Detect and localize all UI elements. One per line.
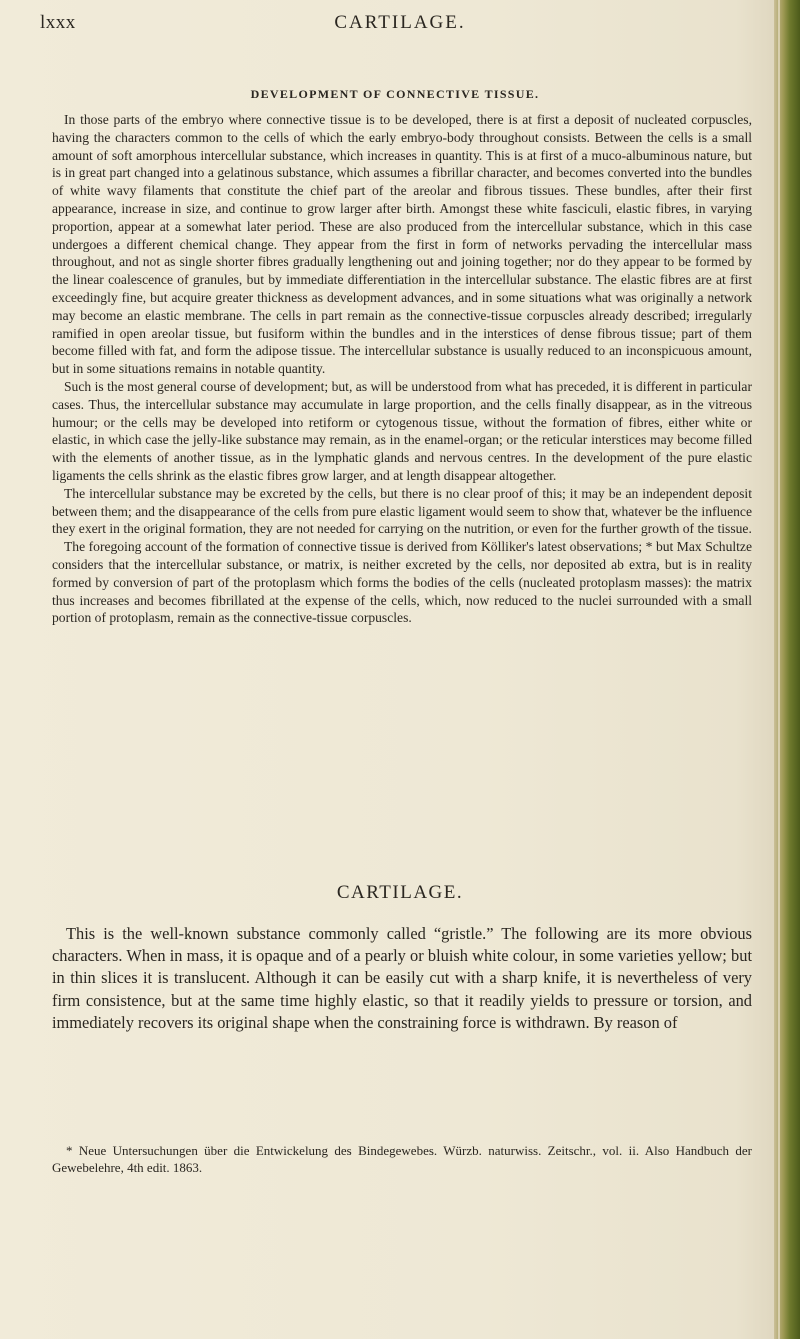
paragraph: Such is the most general course of development; but, as will be understood from what has preceded, it is different in particular cases. Thus, the intercellular substance may accumulate in large proportion, and the cells finally disappear, as in the vitreous humour; or the cells may be developed into retiform or cytogenous tissue, without the formation of fibres, either white or elastic, in which case the jelly-like substance may remain, as in the enamel-organ; or the reticular interstices may become filled with the elements of another tissue, as in the lymphatic glands and nervous centres. In the development of the pure elastic ligaments the cells shrink as the elastic fibres grow larger, and at length disappear altogether. (52, 378, 752, 483)
cartilage-body (52, 923, 752, 1034)
footnote (52, 1142, 752, 1176)
running-head (40, 10, 760, 38)
connective-tissue-body (52, 111, 752, 627)
paragraph: In those parts of the embryo where connective tissue is to be developed, there is at first a deposit of nucleated corpuscles, having the characters common to the cells of which the early embryo-body throughout consists. Between the cells is a small amount of soft amorphous intercellular substance, which increases in quantity. This is at first of a muco-albuminous nature, but is in great part changed into a gelatinous substance, which assumes a fibrillar character, and becomes converted into the bundles of white wavy filaments that constitute the chief part of the areolar and fibrous tissues. These bundles, after their first appearance, increase in size, and continue to grow larger after birth. Amongst these white fasciculi, elastic fibres, in varying proportion, appear at a somewhat later period. These are also produced from the intercellular substance, which in this case undergoes a different chemical change. They appear from the first in form of networks pervading the intercellular mass throughout, and not as single shorter fibres gradually lengthening out and joining together; nor do they appear to be formed by the linear coalescence of granules, but by immediate differentiation in the intercellular substance. The elastic fibres are at first exceedingly fine, but acquire greater thickness as development advances, and in some situations what was originally a network may become an elastic membrane. The cells in part remain as the connective-tissue corpuscles already described; irregularly ramified in open areolar tissue, but fusiform within the bundles and in the interstices of dense fibrous tissue; part of them become filled with fat, and form the adipose tissue. The intercellular substance is usually reduced to an inconspicuous amount, but in some situations remains in notable quantity. (52, 112, 752, 377)
paragraph: This is the well-known substance commonly called “gristle.” The following are its more obvious characters. When in mass, it is opaque and of a pearly or bluish white colour, in some varieties yellow; but in thin slices it is translucent. Although it can be easily cut with a sharp knife, it is nevertheless of very firm consistence, but at the same time highly elastic, so that it readily yields to pressure or torsion, and immediately recovers its original shape when the constraining force is withdrawn. By reason of (52, 924, 752, 1032)
page-number: lxxx (40, 12, 76, 33)
section-heading-connective-tissue: DEVELOPMENT OF CONNECTIVE TISSUE. (250, 87, 540, 101)
paragraph: The intercellular substance may be excreted by the cells, but there is no clear proof of this; it may be an independent deposit between them; and the disappearance of the cells from pure elastic ligament would seem to show that, whatever be the influence they exert in the original formation, they are not needed for carrying on the nutrition, or even for the further growth of the tissue. (52, 485, 752, 537)
page-edge-line (778, 0, 780, 1339)
paragraph: The foregoing account of the formation of connective tissue is derived from Kölliker's latest observations; * but Max Schultze considers that the intercellular substance, or matrix, is neither excreted by the cells, nor deposited ab extra, but is in reality formed by conversion of part of the protoplasm which forms the bodies of the cells (nucleated protoplasm masses): the matrix thus increases and becomes fibrillated at the expense of the cells, which, now reduced to the nuclei surrounded with a small portion of protoplasm, remain as the connective-tissue corpuscles. (52, 539, 752, 626)
footnote-text: * Neue Untersuchungen über die Entwickelung des Bindegewebes. Würzb. naturwiss. Zeitschr., vol. ii. Also Handbuch der Gewebelehre, 4th edit. 1863. (52, 1143, 752, 1175)
section-heading-cartilage: CARTILAGE. (336, 882, 464, 903)
running-title: CARTILAGE. (334, 12, 466, 33)
